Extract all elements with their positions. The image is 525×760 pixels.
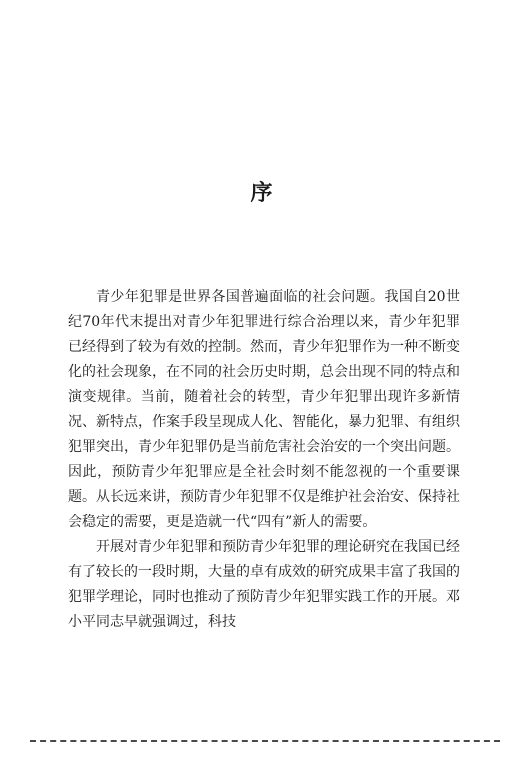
paragraph-1: 青少年犯罪是世界各国普遍面临的社会问题。我国自20世纪70年代末提出对青少年犯罪进行综合治理以来，青少年犯罪已经得到了较为有效的控制。然而，青少年犯罪作为一种不断变化的社会现象，在不同的社会历史时期，总会出现不同的特点和演变规律。当前，随着社会的转型，青少年犯罪出现许多新情况、新特点，作案手段呈现成人化、智能化，暴力犯罪、有组织犯罪突出，青少年犯罪仍是当前危害社会治安的一个突出问题。因此，预防青少年犯罪应是全社会时刻不能忽视的一个重要课题。从长远来讲，预防青少年犯罪不仅是维护社会治安、保持社会稳定的需要，更是造就一代“四有”新人的需要。 xyxy=(68,289,460,530)
paragraph-2: 开展对青少年犯罪和预防青少年犯罪的理论研究在我国已经有了较长的一段时期，大量的卓有成效的研究成果丰富了我国的犯罪学理论，同时也推动了预防青少年犯罪实践工作的开展。邓小平同志早就强调过，科技 xyxy=(68,539,460,630)
footer-rule xyxy=(30,740,500,742)
chapter-title: 序 xyxy=(250,180,275,206)
body-text xyxy=(68,285,460,635)
